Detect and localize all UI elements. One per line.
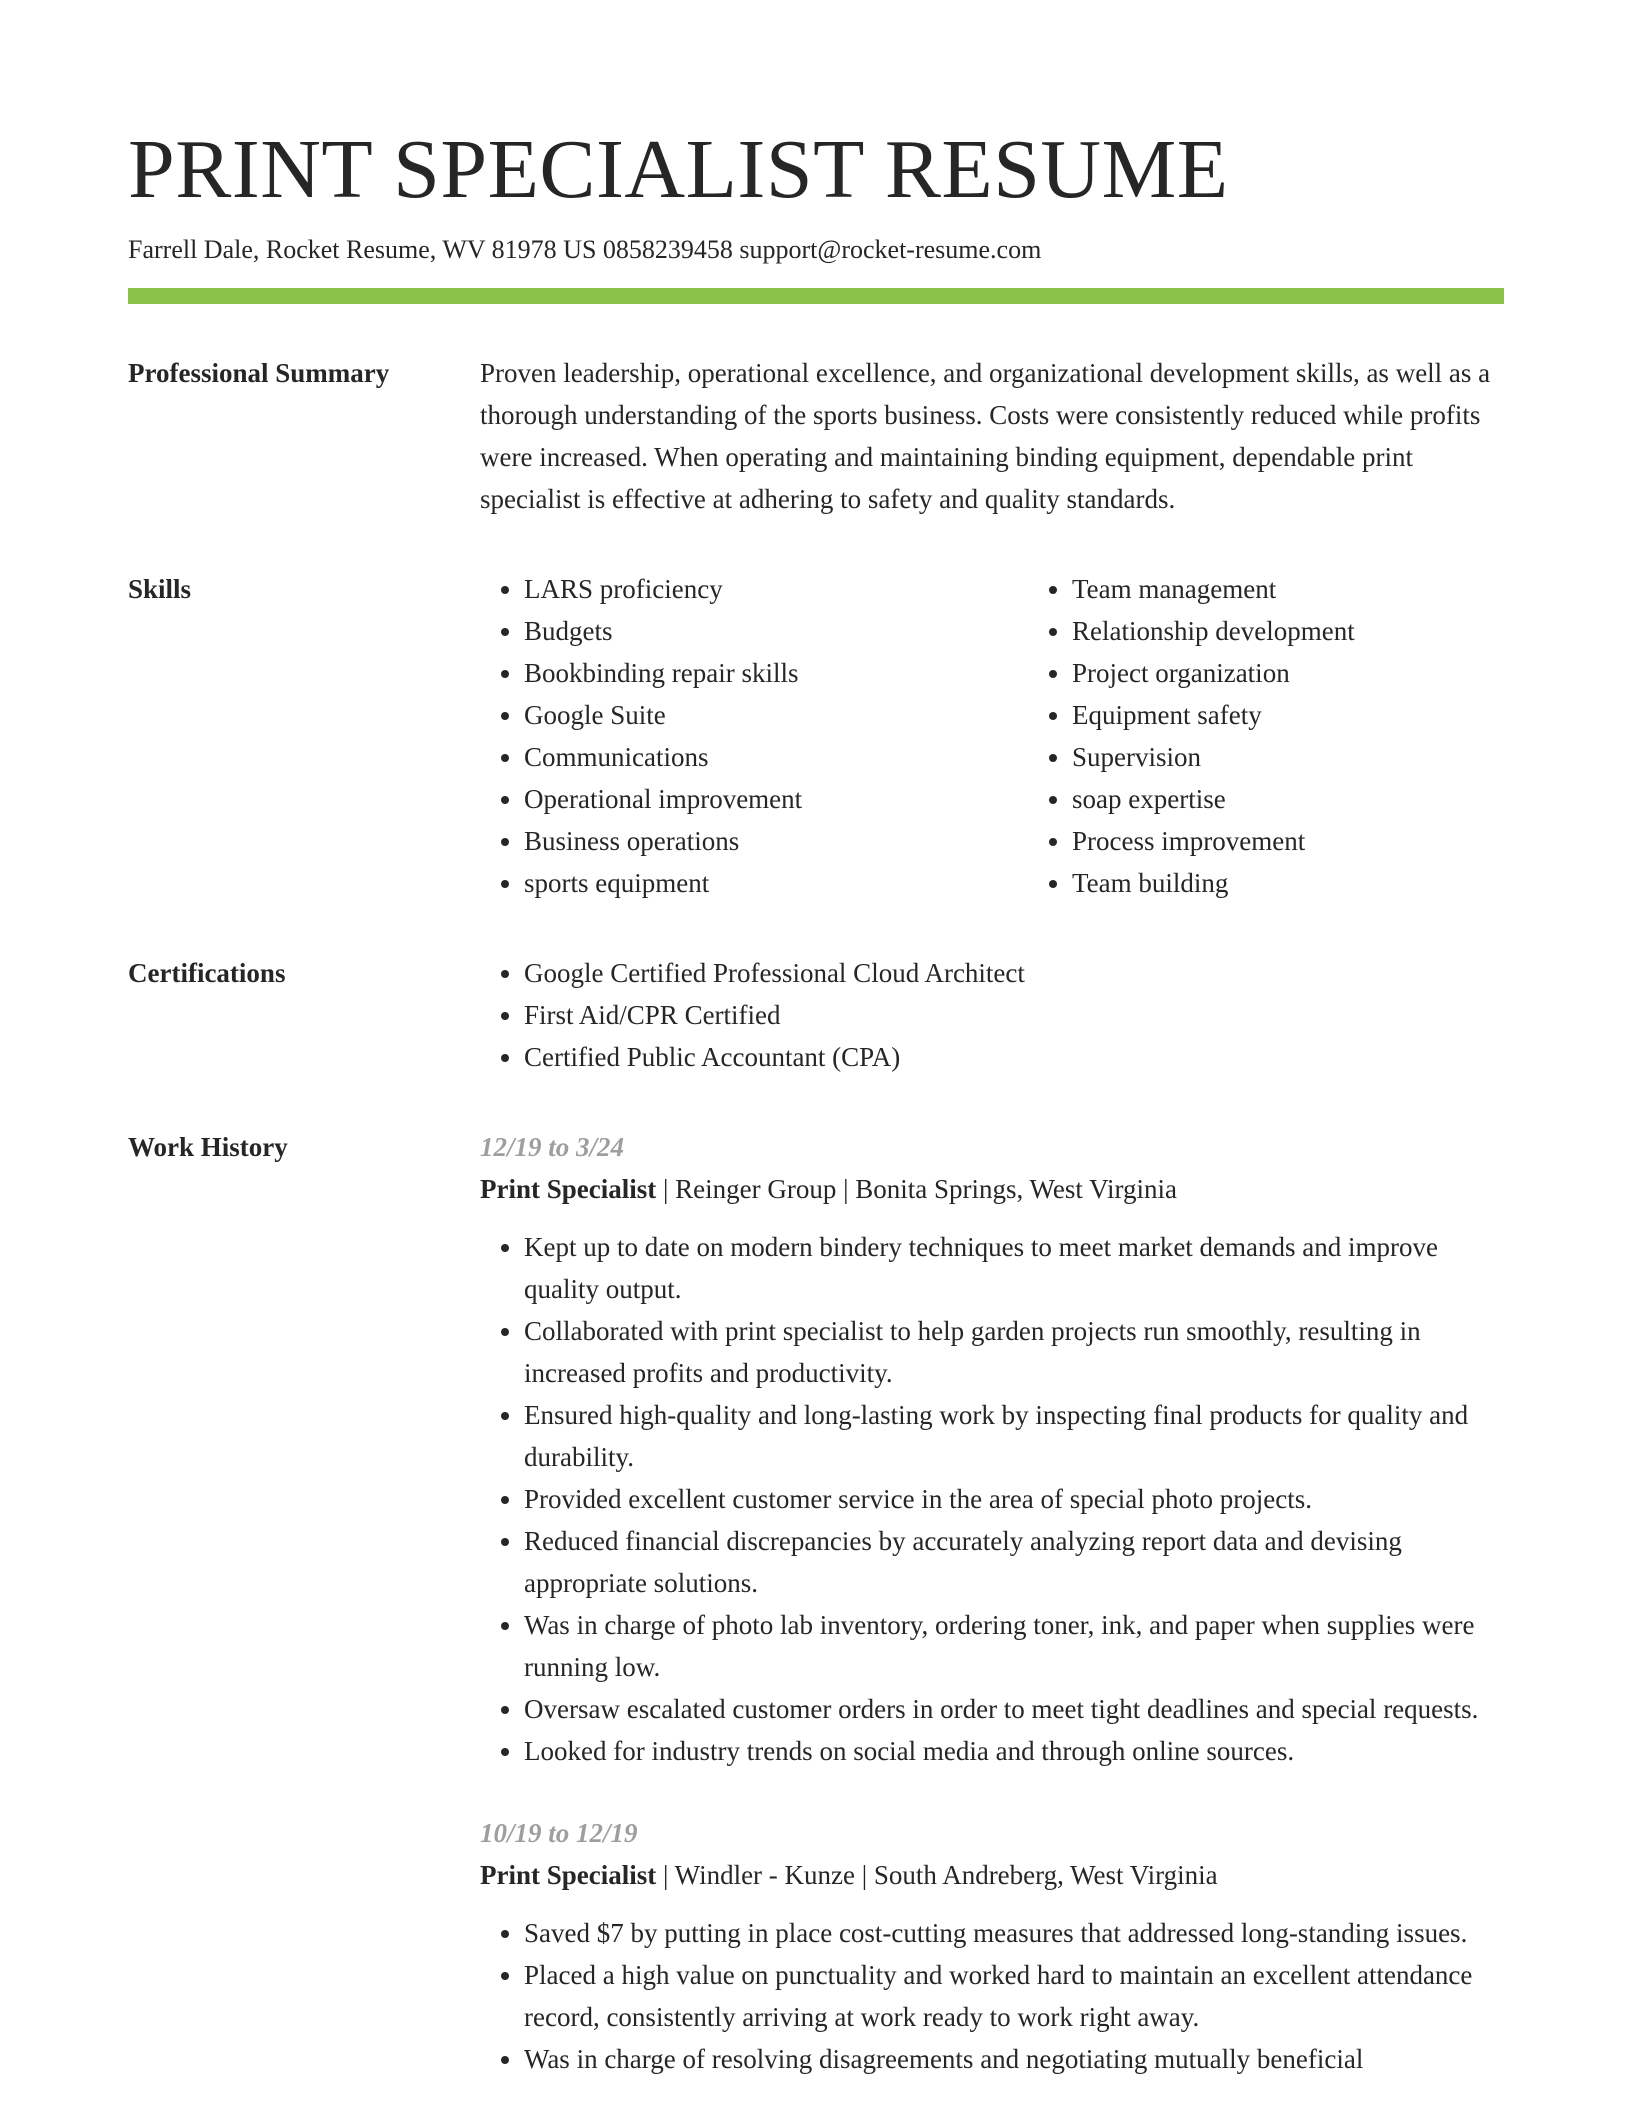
resume-page [128, 120, 1504, 2120]
job-bullet: • Ensured high-quality and long-lasting work by inspecting final products for quality and durability. [524, 1394, 1504, 1478]
contact-line: Farrell Dale, Rocket Resume, WV 81978 US 0858239458 support@rocket-resume.com [128, 235, 1042, 264]
job-bullet: • Collaborated with print specialist to help garden projects run smoothly, resulting in increased profits and productivity. [524, 1310, 1504, 1394]
skill-item: • Team building [1072, 862, 1576, 904]
skills-section [128, 568, 1504, 904]
job-bullet: • Was in charge of photo lab inventory, ordering toner, ink, and paper when supplies were running low. [524, 1604, 1504, 1688]
job-details: | Reinger Group | Bonita Springs, West Virginia [656, 1174, 1177, 1204]
job-bullet: • Provided excellent customer service in the area of special photo projects. [524, 1478, 1504, 1520]
certification-item: • Certified Public Accountant (CPA) [524, 1036, 1504, 1078]
section-label-skills: Skills [128, 574, 192, 604]
resume-title: PRINT SPECIALIST RESUME [128, 123, 1229, 216]
job-dates: 10/19 to 12/19 [480, 1818, 638, 1848]
skill-item: • Relationship development [1072, 610, 1576, 652]
skill-item: • Project organization [1072, 652, 1576, 694]
skills-list-col1 [480, 568, 1028, 904]
job-bullet: • Saved $7 by putting in place cost-cutting measures that addressed long-standing issues. [524, 1912, 1504, 1954]
skill-item: • Google Suite [524, 694, 1028, 736]
job-title: Print Specialist [480, 1174, 657, 1204]
skill-item: • Supervision [1072, 736, 1576, 778]
job-details: | Windler - Kunze | South Andreberg, West Virginia [656, 1860, 1218, 1890]
job-heading [480, 1854, 1504, 1896]
work-history-section [128, 1126, 1504, 2120]
skill-item: • Equipment safety [1072, 694, 1576, 736]
job-title: Print Specialist [480, 1860, 657, 1890]
skill-item: • sports equipment [524, 862, 1028, 904]
job-bullets [480, 1226, 1504, 1772]
job-entry [480, 1126, 1504, 1772]
summary-text: Proven leadership, operational excellence, and organizational development skills, as well as a thorough understanding of the sports business. Costs were consistently reduced while profits were increased. When operating and maintaining binding equipment, dependable print specialist is effective at adhering to safety and quality standards. [480, 358, 1491, 514]
skill-item: • Operational improvement [524, 778, 1028, 820]
skill-item: • Bookbinding repair skills [524, 652, 1028, 694]
skill-item: • Budgets [524, 610, 1028, 652]
skill-item: • soap expertise [1072, 778, 1576, 820]
certifications-list [480, 952, 1504, 1078]
job-bullets [480, 1912, 1504, 2080]
job-bullet: • Looked for industry trends on social media and through online sources. [524, 1730, 1504, 1772]
job-dates: 12/19 to 3/24 [480, 1132, 625, 1162]
job-bullet: • Reduced financial discrepancies by accurately analyzing report data and devising appropriate solutions. [524, 1520, 1504, 1604]
section-label-work-history: Work History [128, 1132, 288, 1162]
job-bullet: • Oversaw escalated customer orders in order to meet tight deadlines and special requests. [524, 1688, 1504, 1730]
skill-item: • Team management [1072, 568, 1576, 610]
section-label-summary: Professional Summary [128, 358, 390, 388]
skill-item: • Communications [524, 736, 1028, 778]
certification-item: • First Aid/CPR Certified [524, 994, 1504, 1036]
skill-item: • Process improvement [1072, 820, 1576, 862]
certification-item: • Google Certified Professional Cloud Architect [524, 952, 1504, 994]
skill-item: • LARS proficiency [524, 568, 1028, 610]
certifications-section [128, 952, 1504, 1078]
job-bullet: • Was in charge of resolving disagreements and negotiating mutually beneficial [524, 2038, 1504, 2080]
summary-section [128, 352, 1504, 520]
skills-list-col2 [1028, 568, 1576, 904]
section-label-certifications: Certifications [128, 958, 286, 988]
job-entry [480, 1812, 1504, 2080]
job-heading [480, 1168, 1504, 1210]
accent-rule [128, 288, 1504, 304]
job-bullet: • Placed a high value on punctuality and worked hard to maintain an excellent attendance record, consistently arriving at work ready to work right away. [524, 1954, 1504, 2038]
skill-item: • Business operations [524, 820, 1028, 862]
job-bullet: • Kept up to date on modern bindery techniques to meet market demands and improve quality output. [524, 1226, 1504, 1310]
